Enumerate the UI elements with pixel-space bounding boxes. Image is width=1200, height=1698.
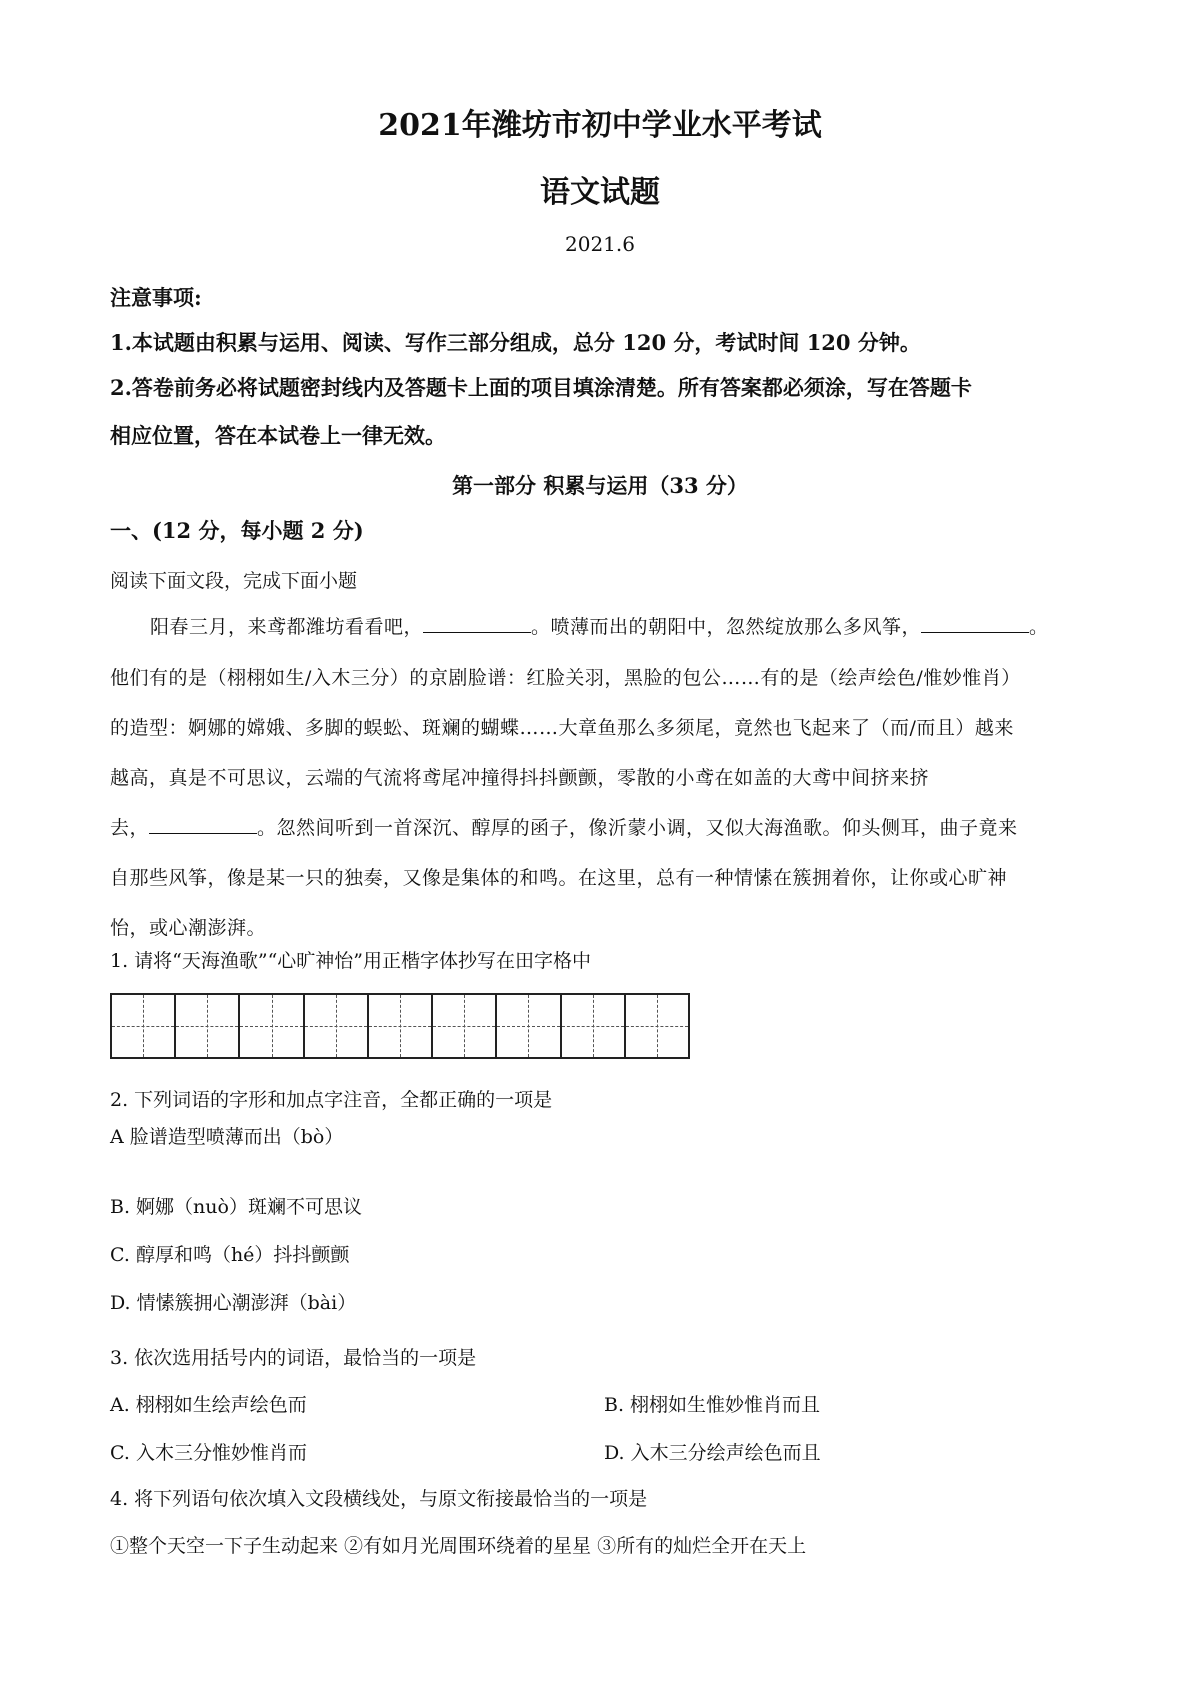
notice-item-2-line-1: 2.答卷前务必将试题密封线内及答题卡上面的项目填涂清楚。所有答案都必须涂，写在答题卡 [110,375,972,400]
passage-text: 。 [1029,616,1049,638]
question-2-stem: 2. 下列词语的字形和加点字注音，全都正确的一项是 [110,1089,553,1111]
passage-line-1 [150,612,1049,639]
exam-title: 2021年潍坊市初中学业水平考试 [378,108,822,143]
tianzige-grid[interactable] [110,993,690,1059]
passage-text: 。喷薄而出的朝阳中，忽然绽放那么多风筝， [531,616,922,638]
question-3-option-b[interactable]: B. 栩栩如生惟妙惟肖而且 [604,1394,821,1416]
notice-heading: 注意事项: [110,285,202,310]
tianzige-cell[interactable] [562,995,626,1057]
tianzige-cell[interactable] [497,995,561,1057]
question-3-option-d[interactable]: D. 入木三分绘声绘色而且 [604,1442,821,1464]
exam-subtitle: 语文试题 [540,175,660,210]
question-2-option-b[interactable]: B. 婀娜（nuò）斑斓不可思议 [110,1196,362,1218]
passage-line-3: 的造型：婀娜的嫦娥、多脚的蜈蚣、斑斓的蝴蝶……大章鱼那么多须尾，竟然也飞起来了（而/而且）越来 [110,717,1014,739]
tianzige-cell[interactable] [626,995,688,1057]
notice-item-2-line-2: 相应位置，答在本试卷上一律无效。 [110,423,446,448]
passage-line-7: 怡，或心潮澎湃。 [110,917,267,939]
answer-blank[interactable] [423,614,531,633]
part-heading: 第一部分 积累与运用（33 分） [452,473,748,498]
passage-text: 。忽然间听到一首深沉、醇厚的函子，像沂蒙小调，又似大海渔歌。仰头侧耳，曲子竟来 [257,817,1018,839]
tianzige-cell[interactable] [369,995,433,1057]
tianzige-cell[interactable] [112,995,176,1057]
passage-line-5 [110,813,1018,840]
tianzige-cell[interactable] [433,995,497,1057]
tianzige-cell[interactable] [305,995,369,1057]
notice-item-1: 1.本试题由积累与运用、阅读、写作三部分组成，总分 120 分，考试时间 120 分钟。 [110,330,921,355]
passage-line-6: 自那些风筝，像是某一只的独奏，又像是集体的和鸣。在这里，总有一种情愫在簇拥着你，让你或心旷神 [110,867,1008,889]
question-2-option-c[interactable]: C. 醇厚和鸣（hé）抖抖颤颤 [110,1244,350,1266]
passage-line-4: 越高，真是不可思议，云端的气流将鸢尾冲撞得抖抖颤颤，零散的小鸢在如盖的大鸢中间挤来挤 [110,767,930,789]
passage-line-2: 他们有的是（栩栩如生/入木三分）的京剧脸谱：红脸关羽，黑脸的包公……有的是（绘声绘色/惟妙惟肖） [110,667,1021,689]
question-4-sentences: ①整个天空一下子生动起来 ②有如月光周围环绕着的星星 ③所有的灿烂全开在天上 [110,1535,807,1557]
passage-text: 去， [110,817,150,839]
question-2-option-a[interactable]: A 脸谱造型喷薄而出（bò） [110,1126,344,1148]
question-1-stem: 1. 请将“天海渔歌”“心旷神怡”用正楷字体抄写在田字格中 [110,950,592,972]
tianzige-cell[interactable] [240,995,304,1057]
exam-date: 2021.6 [565,232,635,256]
question-3-stem: 3. 依次选用括号内的词语，最恰当的一项是 [110,1347,477,1369]
tianzige-cell[interactable] [176,995,240,1057]
passage-text: 阳春三月，来鸢都潍坊看看吧， [150,616,424,638]
question-2-option-d[interactable]: D. 情愫簇拥心潮澎湃（bài） [110,1292,357,1314]
answer-blank[interactable] [921,614,1029,633]
answer-blank[interactable] [149,815,257,834]
reading-instruction: 阅读下面文段，完成下面小题 [110,570,358,592]
section-heading: 一、(12 分，每小题 2 分) [110,518,364,543]
question-3-option-c[interactable]: C. 入木三分惟妙惟肖而 [110,1442,307,1464]
question-4-stem: 4. 将下列语句依次填入文段横线处，与原文衔接最恰当的一项是 [110,1488,648,1510]
question-3-option-a[interactable]: A. 栩栩如生绘声绘色而 [110,1394,307,1416]
